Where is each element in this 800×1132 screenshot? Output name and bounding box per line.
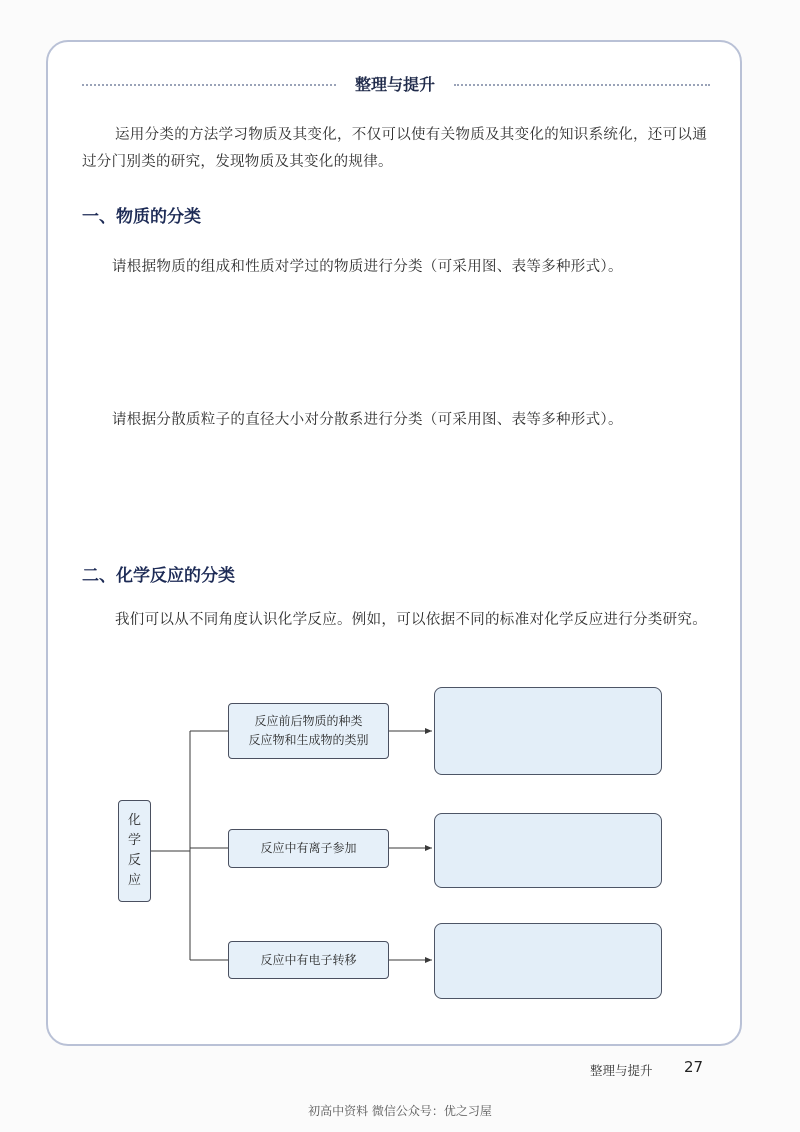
criterion-line: 反应中有离子参加	[260, 841, 357, 855]
section1-question1: 请根据物质的组成和性质对学过的物质进行分类（可采用图、表等多种形式）。	[112, 259, 623, 275]
section2-title: 二、化学反应的分类	[82, 566, 235, 586]
intro-paragraph: 运用分类的方法学习物质及其变化，不仅可以使有关物质及其变化的知识系统化，还可以通过分门别类的研究，发现物质及其变化的规律。	[82, 127, 707, 170]
root-node	[118, 800, 151, 902]
section1-question2: 请根据分散质粒子的直径大小对分散系进行分类（可采用图、表等多种形式）。	[112, 412, 623, 428]
answer-box-3[interactable]	[434, 923, 662, 999]
answer-box-1[interactable]	[434, 687, 662, 775]
page-number: 27	[684, 1058, 704, 1076]
root-char: 学	[127, 833, 141, 848]
footer-section-label: 整理与提升	[590, 1063, 653, 1078]
header-title: 整理与提升	[354, 75, 435, 94]
section2-intro-paragraph: 我们可以从不同角度认识化学反应。例如，可以依据不同的标准对化学反应进行分类研究。	[115, 612, 707, 628]
criterion-line: 反应中有电子转移	[260, 952, 357, 967]
criterion-node-3	[228, 941, 389, 979]
answer-box-2[interactable]	[434, 813, 662, 888]
root-char: 反	[127, 853, 141, 868]
root-char: 应	[127, 873, 141, 888]
criterion-line: 反应物和生成物的类别	[248, 733, 369, 747]
footer-note: 初高中资料 微信公众号：优之习屋	[308, 1104, 492, 1118]
criterion-node-1	[228, 703, 389, 759]
section1-title: 一、物质的分类	[82, 207, 201, 227]
criterion-line: 反应前后物质的种类	[254, 714, 363, 728]
criterion-node-2	[228, 829, 389, 868]
root-char: 化	[127, 813, 141, 828]
